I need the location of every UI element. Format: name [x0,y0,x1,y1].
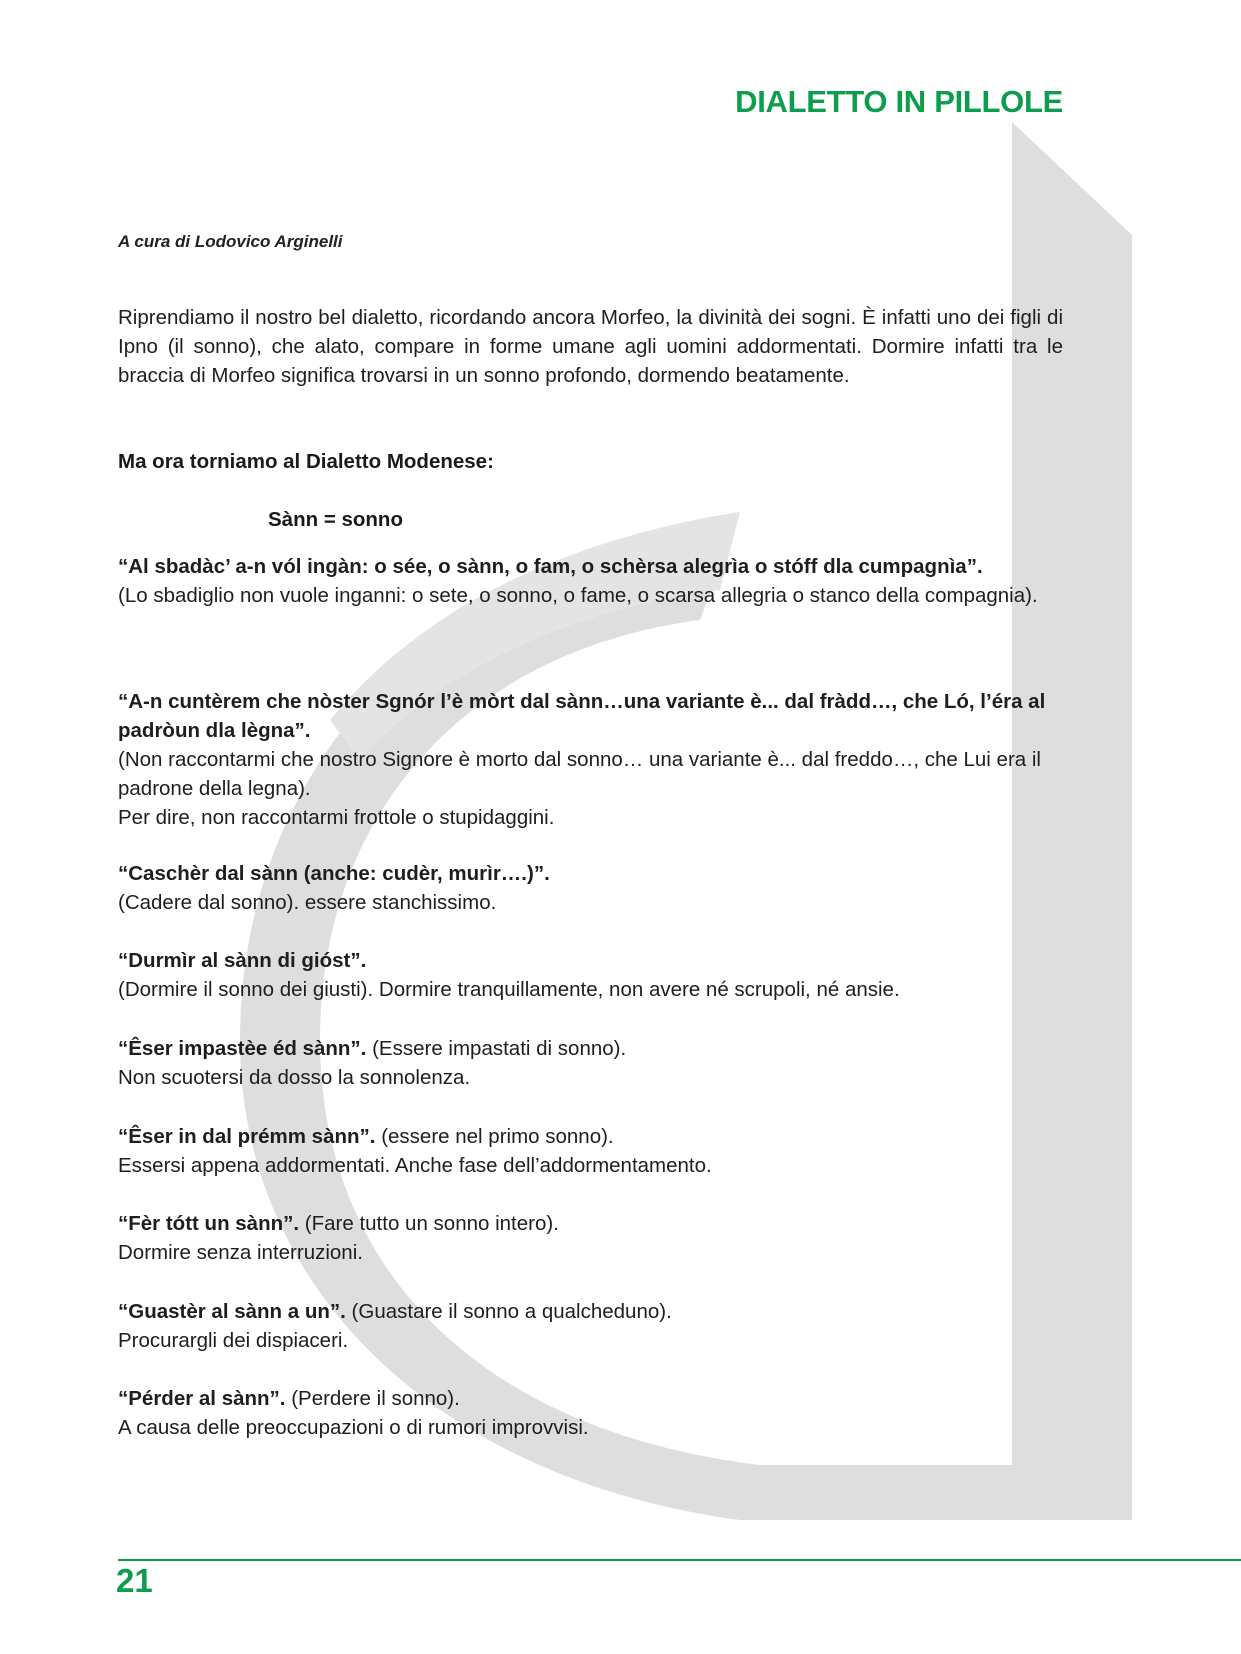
entry-translation: (Essere impastati di sonno). [372,1037,627,1060]
entry-1 [118,552,1063,610]
entry-4 [118,946,1063,1004]
entry-quote: “Êser in dal prémm sànn”. [118,1125,376,1148]
entry-translation: (Non raccontarmi che nostro Signore è morto dal sonno… una variante è... dal freddo…, che Lui era il padrone della legna). [118,748,1041,800]
entry-translation: (Perdere il sonno). [291,1387,460,1410]
entry-explanation: Procurargli dei dispiaceri. [118,1329,349,1352]
footer-divider [118,1559,1241,1561]
section-heading: Ma ora torniamo al Dialetto Modenese: [118,450,494,473]
author-credit: A cura di Lodovico Arginelli [118,232,343,251]
entry-quote: “Êser impastèe éd sànn”. [118,1037,367,1060]
entry-7 [118,1209,1063,1267]
entry-translation: (Dormire il sonno dei giusti). Dormire tranquillamente, non avere né scrupoli, né ansie. [118,978,900,1001]
section-title: DIALETTO IN PILLOLE [735,84,1063,119]
entry-translation: (Fare tutto un sonno intero). [304,1212,559,1235]
entry-translation: (Lo sbadiglio non vuole inganni: o sete, o sonno, o fame, o scarsa allegria o stanco della compagnia). [118,584,1038,607]
entry-quote: “Durmìr al sànn di gióst”. [118,949,367,972]
entry-8 [118,1297,1063,1355]
entry-5 [118,1034,1063,1092]
entry-6 [118,1122,1063,1180]
entry-2 [118,687,1063,832]
intro-paragraph: Riprendiamo il nostro bel dialetto, ricordando ancora Morfeo, la divinità dei sogni. È infatti uno dei figli di Ipno (il sonno), che alato, compare in forme umane agli uomini addormentati. Dormire infatti tra le braccia di Morfeo significa trovarsi in un sonno profondo, dormendo beatamente. [118,306,1063,387]
entry-explanation: Essersi appena addormentati. Anche fase dell’addormentamento. [118,1154,712,1177]
entry-explanation: A causa delle preoccupazioni o di rumori improvvisi. [118,1416,589,1439]
headword: Sànn = sonno [268,508,403,531]
entry-quote: “Caschèr dal sànn (anche: cudèr, murìr….)”. [118,862,550,885]
entry-translation: (Cadere dal sonno). essere stanchissimo. [118,891,497,914]
entry-explanation: Per dire, non raccontarmi frottole o stupidaggini. [118,806,555,829]
entry-translation: (Guastare il sonno a qualcheduno). [351,1300,672,1323]
entry-quote: “Guastèr al sànn a un”. [118,1300,346,1323]
entry-3 [118,859,1063,917]
entry-9 [118,1384,1063,1442]
entry-explanation: Non scuotersi da dosso la sonnolenza. [118,1066,471,1089]
entry-quote: “Al sbadàc’ a-n vól ingàn: o sée, o sànn, o fam, o schèrsa alegrìa o stóff dla cumpagnìa”. [118,555,983,578]
entry-quote: “Pérder al sànn”. [118,1387,286,1410]
page-number: 21 [116,1562,153,1599]
entry-translation: (essere nel primo sonno). [381,1125,614,1148]
entry-explanation: Dormire senza interruzioni. [118,1241,363,1264]
entry-quote: “Fèr tótt un sànn”. [118,1212,300,1235]
entry-quote: “A-n cuntèrem che nòster Sgnór l’è mòrt dal sànn…una variante è... dal fràdd…, che Ló, l’éra al padròun dla lègna”. [118,690,1046,742]
